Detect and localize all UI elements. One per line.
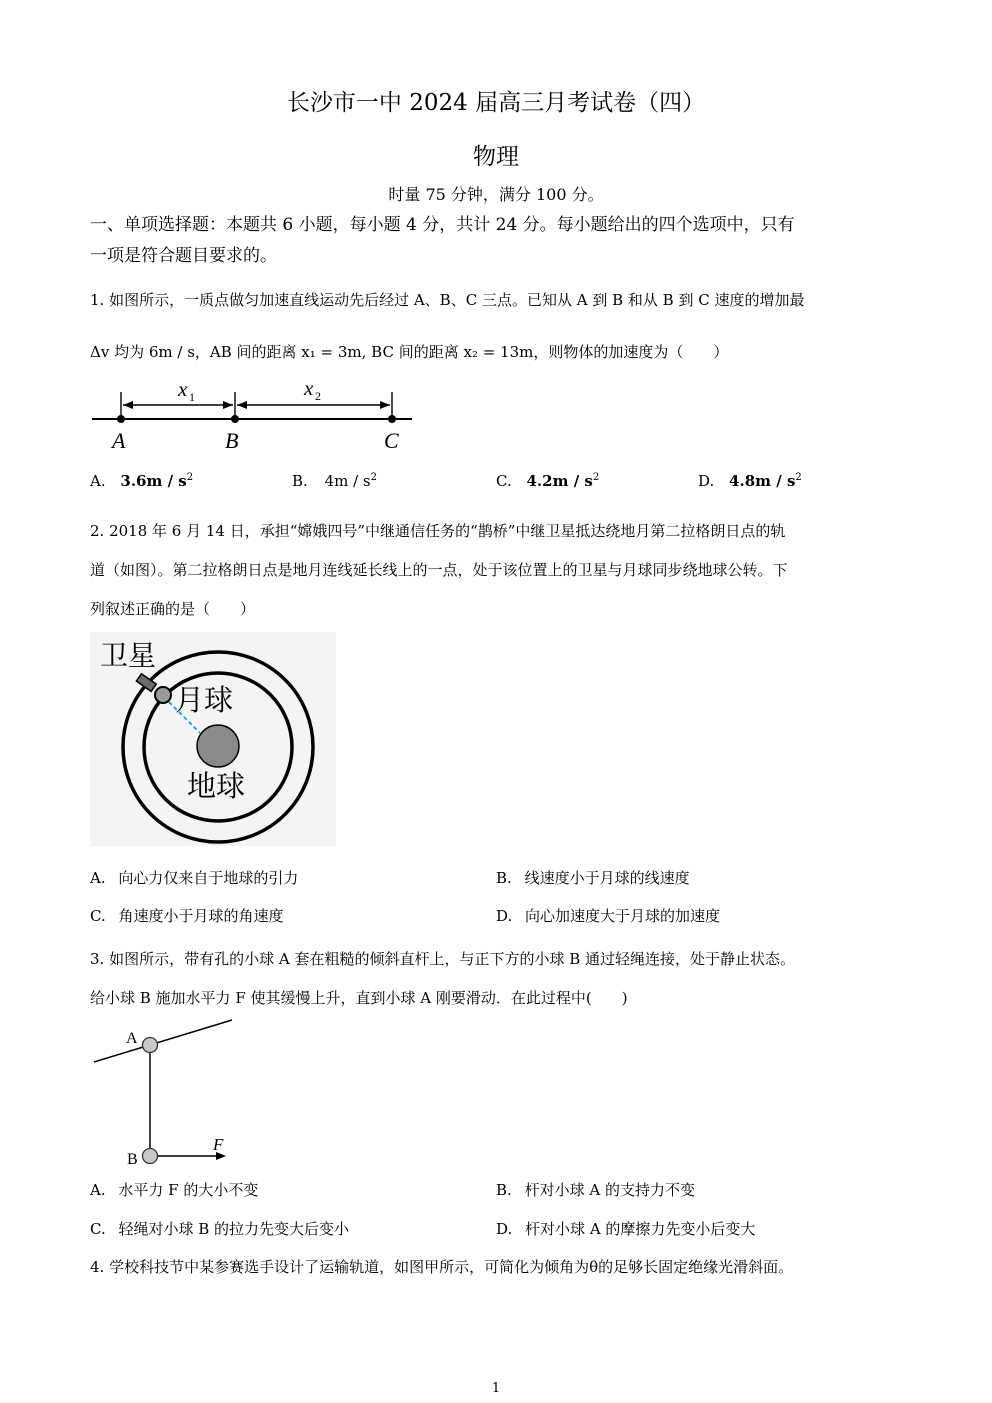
question-1-stem — [90, 285, 910, 367]
question-3-figure — [90, 1012, 250, 1172]
question-2-stem — [90, 512, 910, 629]
label-a: A — [126, 1030, 138, 1047]
earth-body — [197, 725, 239, 767]
question-1-option-d[interactable] — [698, 472, 802, 490]
question-1-option-c[interactable] — [496, 472, 599, 490]
question-2-option-c[interactable] — [90, 905, 284, 926]
label-b: B — [225, 428, 239, 453]
option-text: 向心加速度大于月球的加速度 — [525, 907, 721, 925]
question-3-line2: 给小球 B 施加水平力 F 使其缓慢上升，直到小球 A 刚要滑动．在此过程中( ) — [90, 989, 628, 1007]
option-label: B. — [292, 472, 308, 490]
label-x1-sub: 1 — [189, 390, 195, 404]
question-2-figure — [90, 632, 336, 846]
option-text: 水平力 F 的大小不变 — [118, 1181, 259, 1199]
option-label: B. — [496, 1181, 512, 1199]
option-label: A. — [90, 472, 106, 490]
option-label: B. — [496, 869, 512, 887]
label-x2: x — [304, 376, 314, 400]
question-1-figure — [90, 372, 420, 454]
question-4-stem — [90, 1252, 910, 1282]
question-1-option-b[interactable] — [292, 472, 377, 490]
option-label: A. — [90, 1181, 106, 1199]
subject-title: 物理 — [473, 144, 519, 170]
question-4-line1: 4. 学校科技节中某参赛选手设计了运输轨道，如图甲所示，可简化为倾角为θ的足够长固定绝缘光滑斜面。 — [90, 1258, 794, 1276]
question-3-stem — [90, 940, 910, 1018]
label-a: A — [112, 428, 126, 453]
option-exponent: 2 — [795, 472, 802, 483]
point-c — [388, 415, 396, 423]
label-x2-sub: 2 — [315, 389, 321, 403]
time-note: 时量 75 分钟，满分 100 分。 — [388, 185, 604, 204]
question-2-option-d[interactable] — [496, 905, 720, 926]
option-value: 4.8m / s — [729, 472, 796, 490]
option-exponent: 2 — [370, 472, 378, 483]
option-label: A. — [90, 869, 106, 887]
question-3-option-a[interactable] — [90, 1179, 258, 1200]
inclined-rod — [94, 1020, 232, 1062]
option-label: D. — [496, 1220, 513, 1238]
option-value: 3.6m / s — [120, 472, 187, 490]
option-exponent: 2 — [592, 472, 600, 483]
point-a — [117, 415, 125, 423]
option-value: 4.2m / s — [526, 472, 593, 490]
ball-a — [143, 1038, 158, 1053]
question-1-line2: Δv 均为 6m / s，AB 间的距离 x₁ = 3m, BC 间的距离 x₂ = 13m，则物体的加速度为（ ） — [90, 343, 729, 361]
question-3-option-c[interactable] — [90, 1218, 349, 1239]
option-value: 4m / s — [324, 472, 371, 490]
option-label: C. — [90, 907, 106, 925]
option-text: 轻绳对小球 B 的拉力先变大后变小 — [118, 1220, 350, 1238]
section-heading — [90, 210, 910, 272]
question-2-option-a[interactable] — [90, 867, 298, 888]
label-c: C — [384, 428, 399, 453]
label-b: B — [127, 1151, 138, 1168]
option-exponent: 2 — [186, 472, 194, 483]
page-number: 1 — [491, 1381, 501, 1396]
point-b — [231, 415, 239, 423]
question-2-line1: 2. 2018 年 6 月 14 日，承担“嫦娥四号”中继通信任务的“鹊桥”中继卫星抵达绕地月第二拉格朗日点的轨 — [90, 522, 786, 540]
question-2-option-b[interactable] — [496, 867, 690, 888]
question-2-line3: 列叙述正确的是（ ） — [90, 600, 256, 618]
option-text: 角速度小于月球的角速度 — [118, 907, 284, 925]
option-text: 杆对小球 A 的支持力不变 — [524, 1181, 695, 1199]
option-label: C. — [90, 1220, 106, 1238]
label-earth: 地球 — [187, 771, 246, 803]
question-3-option-b[interactable] — [496, 1179, 695, 1200]
moon-body — [155, 687, 171, 703]
section-heading-line1: 一、单项选择题：本题共 6 小题，每小题 4 分，共计 24 分。每小题给出的四个选项中，只有 — [90, 215, 795, 235]
question-1-option-a[interactable] — [90, 472, 193, 490]
option-text: 向心力仅来自于地球的引力 — [118, 869, 299, 887]
question-1-line1: 1. 如图所示，一质点做匀加速直线运动先后经过 A、B、C 三点。已知从 A 到 B 和从 B 到 C 速度的增加最 — [90, 291, 805, 309]
section-heading-line2: 一项是符合题目要求的。 — [90, 246, 277, 266]
exam-title: 长沙市一中 2024 届高三月考试卷（四） — [286, 90, 706, 116]
label-moon: 月球 — [175, 685, 234, 717]
label-f: F — [213, 1135, 224, 1154]
option-label: D. — [698, 472, 715, 490]
label-x1: x — [178, 377, 188, 401]
question-3-option-d[interactable] — [496, 1218, 755, 1239]
option-text: 杆对小球 A 的摩擦力先变小后变大 — [525, 1220, 756, 1238]
option-label: D. — [496, 907, 513, 925]
ball-b — [143, 1149, 158, 1164]
option-text: 线速度小于月球的线速度 — [524, 869, 690, 887]
label-satellite: 卫星 — [100, 641, 157, 672]
question-3-line1: 3. 如图所示，带有孔的小球 A 套在粗糙的倾斜直杆上，与正下方的小球 B 通过轻绳连接，处于静止状态。 — [90, 950, 796, 968]
option-label: C. — [496, 472, 512, 490]
question-2-line2: 道（如图）。第二拉格朗日点是地月连线延长线上的一点，处于该位置上的卫星与月球同步绕地球公转。下 — [90, 561, 788, 579]
